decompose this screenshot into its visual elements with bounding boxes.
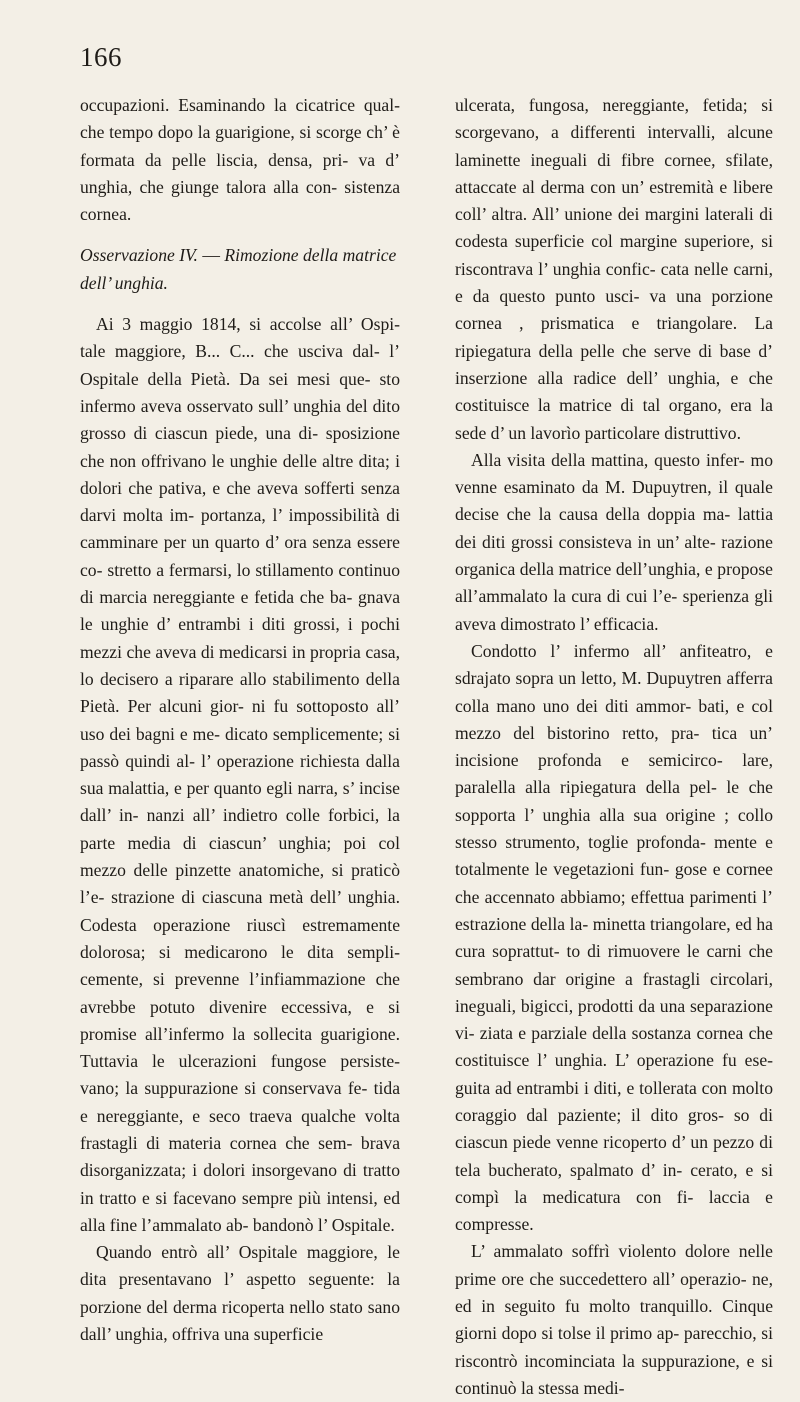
paragraph: Ai 3 maggio 1814, si accolse all’ Ospi- tale maggiore, B... C... che usciva dal- l’ Ospitale della Pietà. Da sei mesi que- sto infermo aveva osservato sull’ unghia del dito grosso di ciascun piede, una di- sposizione che non offrivano le unghie delle altre dita; i dolori che pativa, e che aveva sofferti senza darvi molta im- portanza, l’ impossibilità di camminare per un quarto d’ ora senza essere co- stretto a fermarsi, lo stillamento continuo di marcia nereggiante e fetida che ba- gnava le unghie d’ entrambi i diti grossi, i pochi mezzi che aveva di medicarsi in propria casa, lo decisero a riparare allo stabilimento della Pietà. Per alcuni gior- ni fu sottoposto all’ uso dei bagni e me- dicato semplicemente; si passò quindi al- l’ operazione richiesta dalla sua malattia, e per quanto egli narra, s’ incise dall’ in- nanzi all’ indietro colle forbici, la parte media di ciascun’ unghia; poi col mezzo delle pinzette anatomiche, si praticò l’e- strazione di ciascuna metà dell’ unghia. Codesta operazione riuscì estremamente dolorosa; si medicarono le dita sempli- cemente, si prevenne l’infiammazione che avrebbe potuto divenire eccessiva, e si promise all’infermo la sollecita guarigione. Tuttavia le ulcerazioni fungose persiste- vano; la suppurazione si conservava fe- tida e nereggiante, e seco traeva qualche volta frastagli di materia cornea che sem- brava disorganizzata; i dolori insorgevano di tratto in tratto e si facevano sempre più intensi, ed alla fine l’ammalato ab- bandonò l’ Ospitale. <box>80 314 400 1235</box>
paragraph: ulcerata, fungosa, nereggiante, fetida; si scorgevano, a differenti intervalli, alcune laminette ineguali di fibre cornee, sfilate, attaccate al derma con un’ estremità e libere coll’ altra. All’ unione dei margini laterali di codesta superficie col margine superiore, si riscontrava l’ unghia confic- cata nelle carni, e da questo punto usci- va una porzione cornea , prismatica e triangolare. La ripiegatura della pelle che serve di base d’ inserzione alla radice dell’ unghia, e che costituisce la matrice di tal organo, era la sede d’ un lavorìo particolare distruttivo. <box>455 95 773 443</box>
paragraph: L’ ammalato soffrì violento dolore nelle prime ore che succedettero all’ operazio- ne, ed in seguito fu molto tranquillo. Cinque giorni dopo si tolse il primo ap- parecchio, si riscontrò incominciata la suppurazione, e si continuò la stessa medi- <box>455 1241 773 1398</box>
left-column <box>80 92 400 1348</box>
paragraph: Condotto l’ infermo all’ anfiteatro, e sdrajato sopra un letto, M. Dupuytren afferra colla mano uno dei diti ammor- bati, e col mezzo del bistorino retto, pra- tica un’ incisione profonda e semicirco- lare, paralella alla ripiegatura della pel- le che sopporta l’ unghia alla sua origine ; collo stesso strumento, toglie profonda- mente e totalmente le vegetazioni fun- gose e cornee che accennato abbiamo; effettua parimenti l’ estrazione della la- minetta triangolare, ed ha cura soprattut- to di rimuovere le carni che sembrano dar origine a frastagli circolari, ineguali, bigicci, prodotti da una separazione vi- ziata e parziale della sostanza cornea che costituisce l’ unghia. L’ operazione fu ese- guita ad entrambi i diti, e tollerata con molto coraggio dal paziente; il dito gros- so di ciascun piede venne ricoperto d’ un pezzo di tela bucherato, spalmato d’ in- cerato, e si compì la medicatura con fi- laccia e compresse. <box>455 640 773 1235</box>
paragraph: Quando entrò all’ Ospitale maggiore, le dita presentavano l’ aspetto seguente: la porzione del derma ricoperta nello stato sano dall’ unghia, offriva una superficie <box>80 1242 400 1345</box>
paragraph: occupazioni. Esaminando la cicatrice qual- che tempo dopo la guarigione, si scorge ch’ è formata da pelle liscia, densa, pri- va d’ unghia, che giunge talora alla con- sistenza cornea. <box>80 95 400 225</box>
observation-title: Rimozione della matrice dell’ unghia. <box>80 245 397 293</box>
paragraph: Alla visita della mattina, questo infer- mo venne esaminato da M. Dupuytren, il quale decise che la causa della doppia ma- lattia dei diti grossi consisteva in un’ alte- razione organica della matrice dell’unghia, e propose all’ammalato la cura di cui l’e- sperienza gli aveva dimostrato l’ efficacia. <box>455 449 773 634</box>
right-column <box>455 92 773 1402</box>
observation-heading <box>80 242 400 297</box>
heading-dash: — <box>197 245 225 266</box>
page-number: 166 <box>80 42 122 72</box>
observation-label: Osservazione IV. <box>80 245 198 266</box>
